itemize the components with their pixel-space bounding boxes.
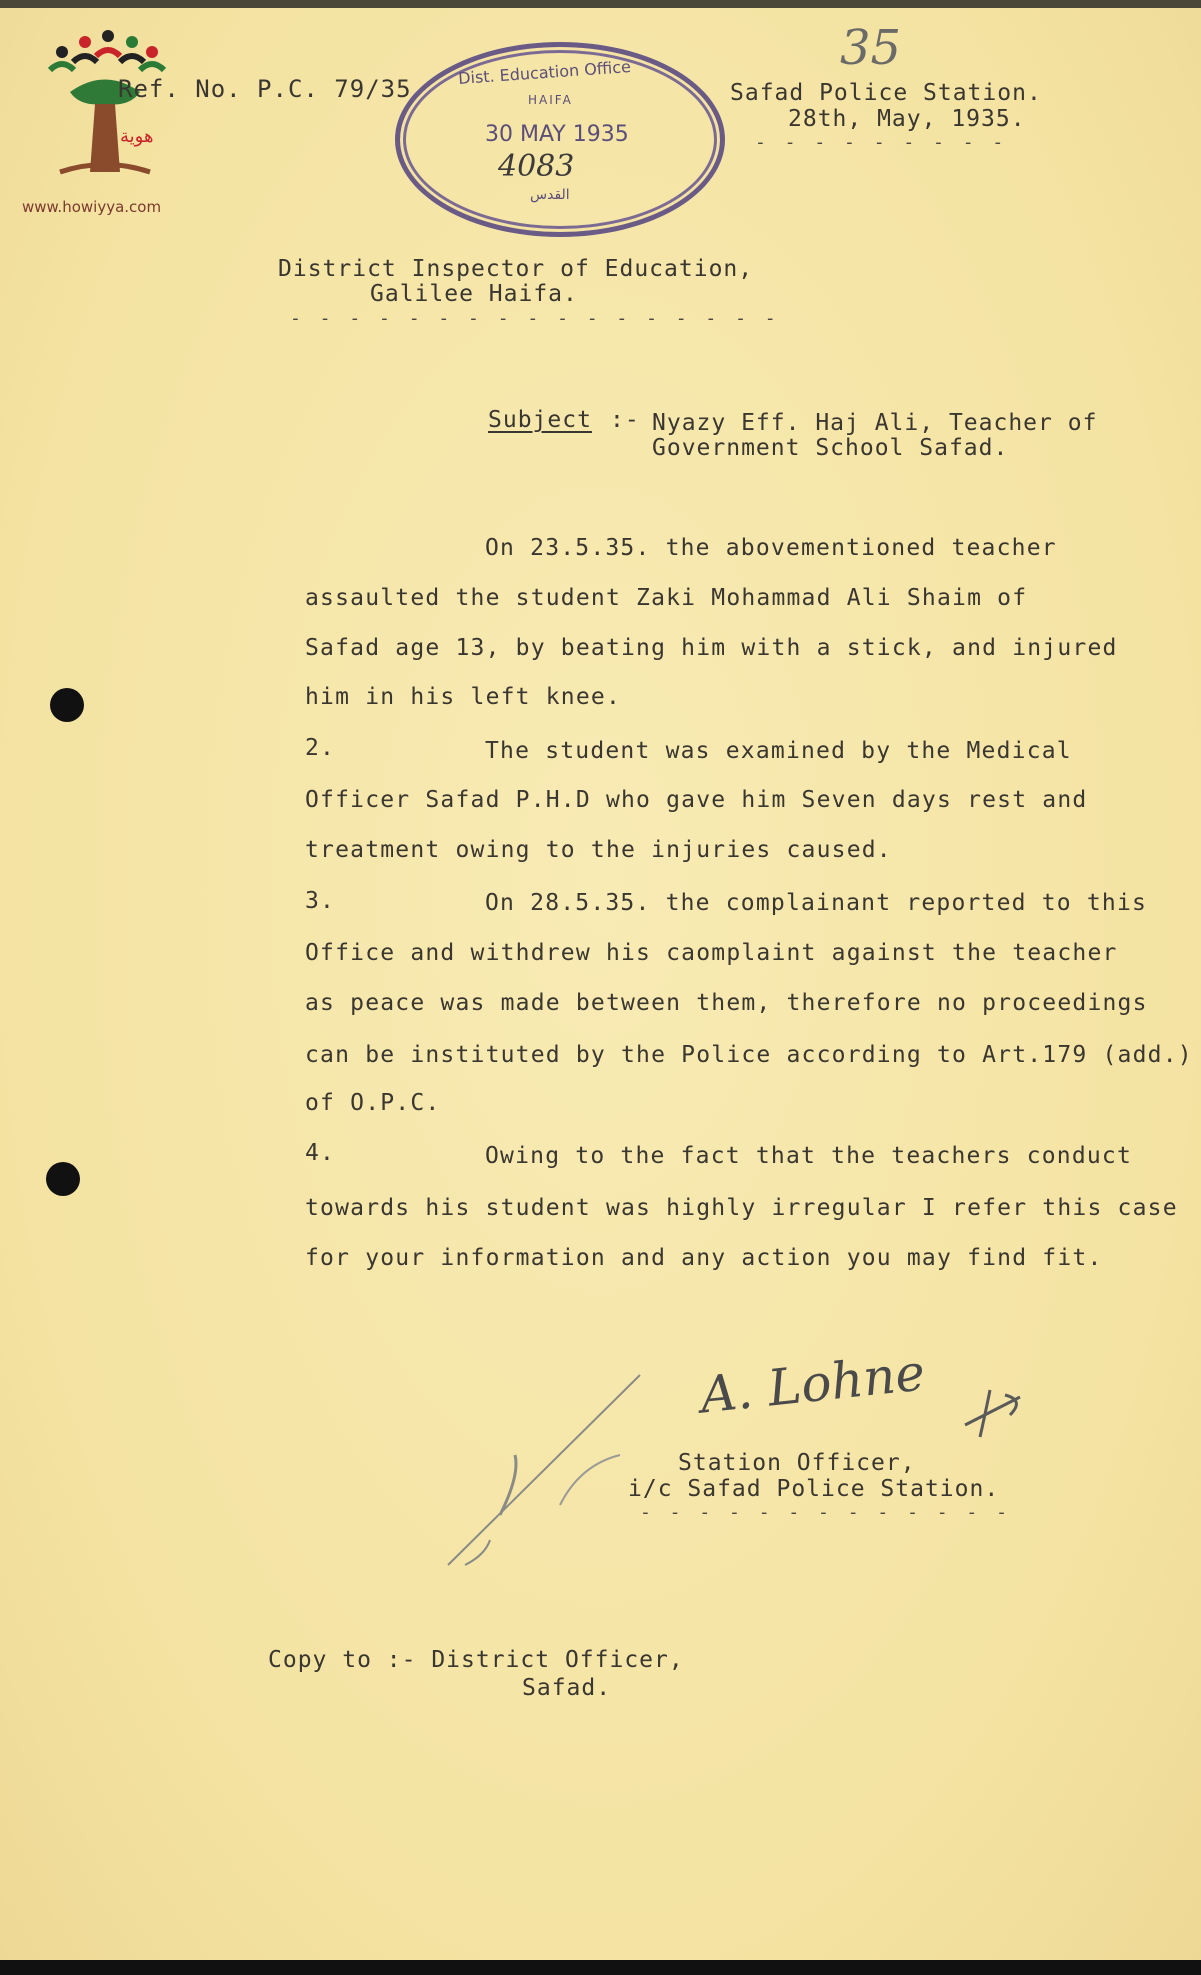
p4-line-2: towards his student was highly irregular I refer this case xyxy=(305,1195,1178,1221)
p4-line-3: for your information and any action you may find fit. xyxy=(305,1245,1103,1271)
p2-line-1: The student was examined by the Medical xyxy=(485,738,1072,764)
p1-line-1: On 23.5.35. the abovementioned teacher xyxy=(485,535,1057,561)
addressee-line-2: Galilee Haifa. xyxy=(370,281,578,307)
p4-number: 4. xyxy=(305,1140,336,1166)
station-name: Safad Police Station. xyxy=(730,80,1042,106)
howiyya-logo xyxy=(40,22,170,192)
initials-mark-icon xyxy=(960,1385,1030,1445)
p2-line-2: Officer Safad P.H.D who gave him Seven days rest and xyxy=(305,787,1088,813)
letter-date: 28th, May, 1935. xyxy=(788,106,1026,132)
punch-hole-bottom xyxy=(46,1162,80,1196)
addressee-underline: - - - - - - - - - - - - - - - - - xyxy=(290,308,780,329)
subject-line-1: Nyazy Eff. Haj Ali, Teacher of xyxy=(652,410,1098,436)
scan-top-edge xyxy=(0,0,1201,8)
pencil-annotation-icon xyxy=(440,1355,670,1585)
p2-number: 2. xyxy=(305,735,336,761)
punch-hole-top xyxy=(50,688,84,722)
p4-line-1: Owing to the fact that the teachers conduct xyxy=(485,1143,1133,1169)
stamp-date: 30 MAY 1935 xyxy=(485,122,629,147)
logo-site-url[interactable]: www.howiyya.com xyxy=(22,198,162,216)
signoff-underline: - - - - - - - - - - - - - xyxy=(640,1502,1011,1523)
p2-line-3: treatment owing to the injuries caused. xyxy=(305,837,892,863)
p3-line-5: of O.P.C. xyxy=(305,1090,441,1116)
p1-line-3: Safad age 13, by beating him with a stick, and injured xyxy=(305,635,1118,661)
stamp-city: HAIFA xyxy=(528,93,573,107)
copy-to-line-1: Copy to :- District Officer, xyxy=(268,1647,684,1673)
copy-to-line-2: Safad. xyxy=(522,1675,612,1701)
signoff-title: Station Officer, xyxy=(678,1450,916,1476)
subject-label: Subject xyxy=(488,407,592,433)
stamp-arabic: القدس xyxy=(530,187,570,203)
signoff-station: i/c Safad Police Station. xyxy=(628,1476,1000,1502)
scan-bottom-edge xyxy=(0,1960,1201,1975)
reference-number: Ref. No. P.C. 79/35. xyxy=(118,75,427,103)
p3-line-2: Office and withdrew his caomplaint against the teacher xyxy=(305,940,1118,966)
p1-line-2: assaulted the student Zaki Mohammad Ali Shaim of xyxy=(305,585,1028,611)
date-underline: - - - - - - - - - xyxy=(755,132,1008,153)
education-office-stamp xyxy=(395,42,725,237)
p3-number: 3. xyxy=(305,888,336,914)
p3-line-1: On 28.5.35. the complainant reported to this xyxy=(485,890,1148,916)
logo-wordmark: هوية xyxy=(120,126,154,147)
subject-line-2: Government School Safad. xyxy=(652,435,1009,461)
p3-line-3: as peace was made between them, therefore no proceedings xyxy=(305,990,1148,1016)
logo-people-icon xyxy=(50,30,164,70)
handwritten-page-number: 35 xyxy=(840,20,902,76)
stamp-number: 4083 xyxy=(498,149,575,184)
stamp-arc-text: Dist. Education Office xyxy=(457,56,632,89)
addressee-line-1: District Inspector of Education, xyxy=(278,256,754,282)
p3-line-4: can be instituted by the Police according to Art.179 (add.) xyxy=(305,1042,1193,1068)
officer-signature: A. Lohne xyxy=(697,1343,928,1425)
subject-separator: :- xyxy=(610,407,640,433)
p1-line-4: him in his left knee. xyxy=(305,684,621,710)
